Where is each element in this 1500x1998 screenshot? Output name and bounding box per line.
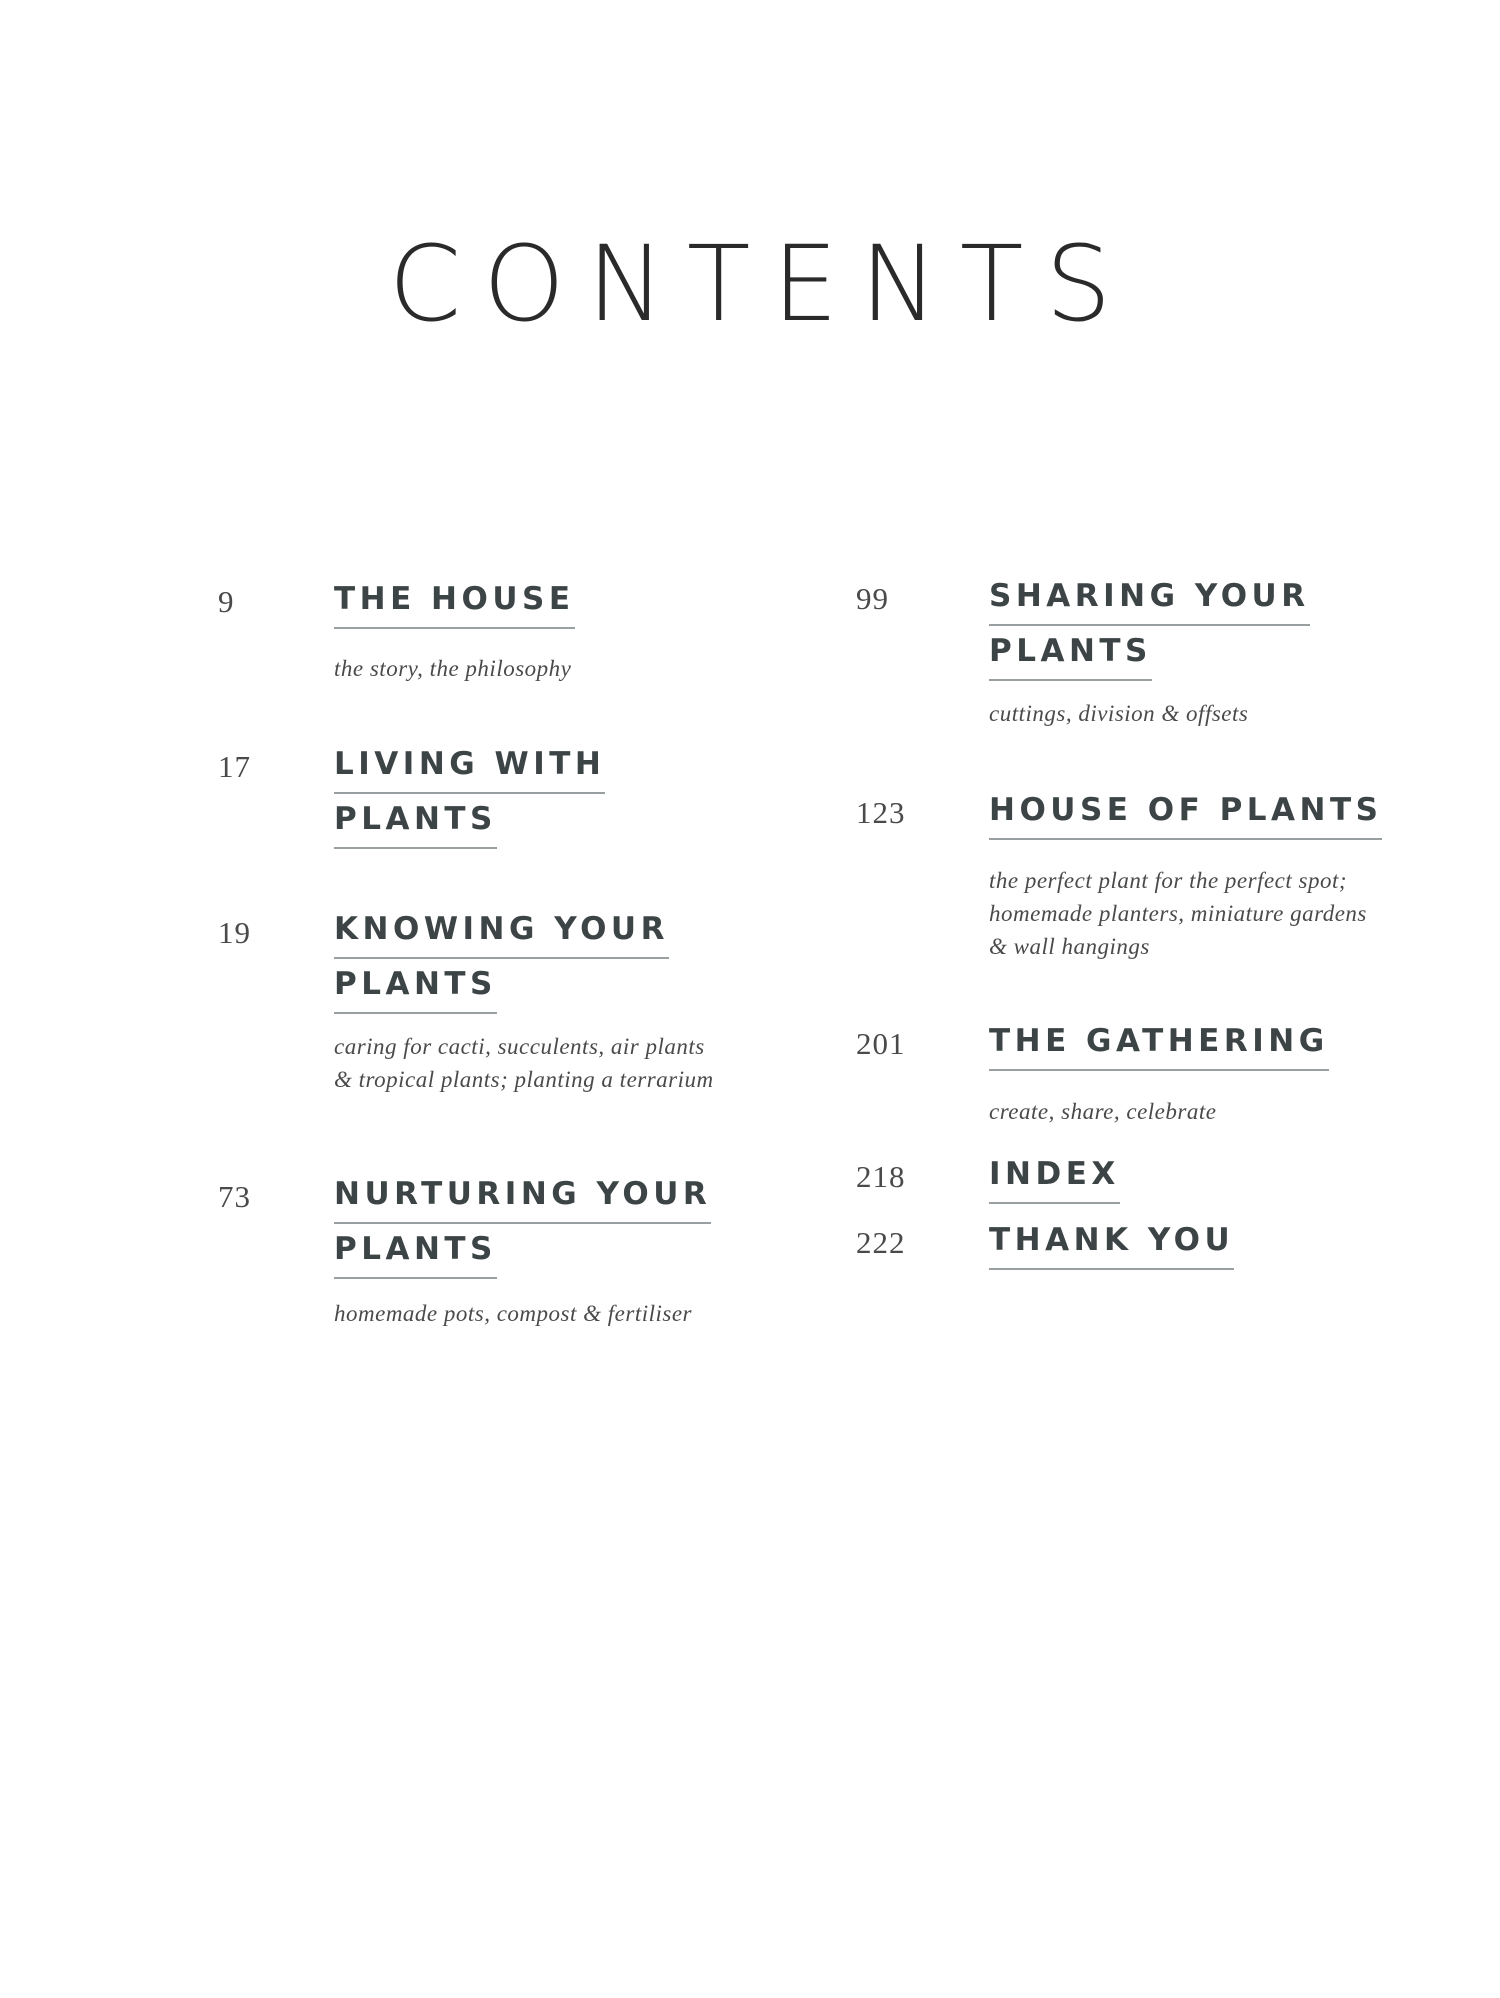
- entry-heading: THE GATHERING: [989, 1016, 1329, 1071]
- entry-heading: KNOWING YOUR PLANTS: [334, 904, 669, 1014]
- page-number: 9: [218, 584, 235, 619]
- page-number: 19: [218, 915, 251, 950]
- entry-heading: SHARING YOUR PLANTS: [989, 571, 1310, 681]
- page-number: 218: [856, 1159, 906, 1194]
- page-number: 73: [218, 1179, 251, 1214]
- entry-heading: LIVING WITH PLANTS: [334, 739, 605, 849]
- entry-heading: THANK YOU: [989, 1215, 1234, 1270]
- entry-description: caring for cacti, succulents, air plants & tropical plants; planting a terrarium: [334, 1034, 714, 1092]
- page-number: 201: [856, 1026, 906, 1061]
- entry-description: the story, the philosophy: [334, 656, 572, 681]
- page-title: CONTENTS: [388, 223, 1134, 345]
- entry-heading: INDEX: [989, 1149, 1120, 1204]
- entry-heading: THE HOUSE: [334, 574, 575, 629]
- page-number: 99: [856, 581, 889, 616]
- entry-description: homemade pots, compost & fertiliser: [334, 1301, 692, 1326]
- page-number: 222: [856, 1225, 906, 1260]
- entry-description: the perfect plant for the perfect spot; homemade planters, miniature gardens & wall hangings: [989, 868, 1367, 959]
- entry-description: cuttings, division & offsets: [989, 701, 1249, 726]
- page-number: 123: [856, 795, 906, 830]
- entry-heading: NURTURING YOUR PLANTS: [334, 1169, 711, 1279]
- page-number: 17: [218, 749, 251, 784]
- entry-description: create, share, celebrate: [989, 1099, 1217, 1124]
- entry-heading: HOUSE OF PLANTS: [989, 785, 1382, 840]
